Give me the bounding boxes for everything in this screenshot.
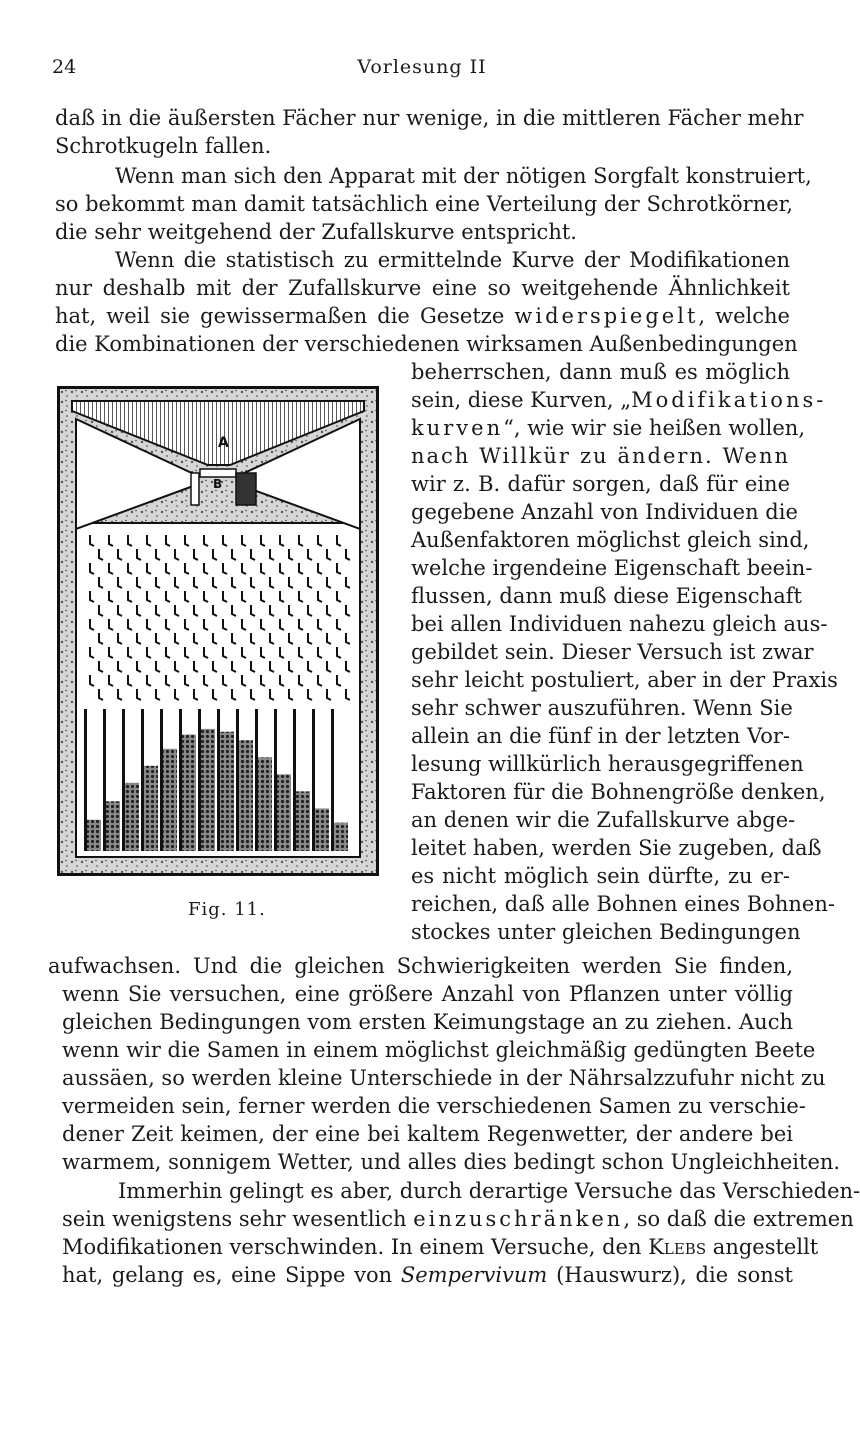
bin-wall — [293, 709, 296, 851]
text-line — [411, 386, 827, 414]
figure-caption: Fig. 11. — [188, 899, 266, 920]
text-line: gegebene Anzahl von Individuen die — [411, 500, 798, 524]
bin-fill — [239, 740, 253, 851]
text-line — [62, 1261, 793, 1289]
text-line: leitet haben, werden Sie zugeben, daß — [411, 836, 822, 860]
text-span: Modifikationen verschwinden. In einem Versuche, den — [62, 1235, 642, 1259]
text-line: die sehr weitgehend der Zufallskurve entspricht. — [55, 220, 577, 244]
bin-fill — [201, 729, 215, 851]
galton-board-illustration — [60, 389, 376, 873]
bin-wall — [255, 709, 258, 851]
bin-fill — [163, 749, 177, 851]
bin-wall — [198, 709, 201, 851]
bin-wall — [103, 709, 106, 851]
text-line: nur deshalb mit der Zufallskurve eine so weitgehende Ähnlichkeit — [55, 276, 790, 300]
text-span: , welche — [698, 304, 790, 328]
text-line: aufwachsen. Und die gleichen Schwierigkeiten werden Sie finden, — [48, 954, 793, 978]
text-line: welche irgendeine Eigenschaft beein- — [411, 556, 813, 580]
text-line: es nicht möglich sein dürfte, zu er- — [411, 864, 790, 888]
bin-wall — [84, 709, 87, 851]
bin-fill — [277, 774, 291, 851]
page-header — [52, 56, 792, 84]
species-name: Sempervivum — [400, 1263, 548, 1287]
text-line: Immerhin gelingt es aber, durch derartige Versuche das Verschieden- — [118, 1179, 860, 1203]
text-line: nach Willkür zu ändern. Wenn — [411, 444, 790, 468]
bin-wall — [217, 709, 220, 851]
text-line: dener Zeit keimen, der eine bei kaltem Regenwetter, der andere bei — [62, 1122, 793, 1146]
bin-wall — [274, 709, 277, 851]
text-span: hat, weil sie gewissermaßen die Gesetze — [55, 304, 505, 328]
text-line: bei allen Individuen nahezu gleich aus- — [411, 612, 828, 636]
bin-wall — [122, 709, 125, 851]
text-span: hat, gelang es, eine Sippe von — [62, 1263, 393, 1287]
bin-fill — [296, 791, 310, 851]
text-line: daß in die äußersten Fächer nur wenige, in die mittleren Fächer mehr — [55, 106, 804, 130]
bin-fill — [87, 820, 101, 851]
text-line: beherrschen, dann muß es möglich — [411, 360, 790, 384]
bin-fill — [220, 732, 234, 851]
text-line: warmem, sonnigem Wetter, und alles dies bedingt schon Ungleichheiten. — [62, 1150, 841, 1174]
text-line: wenn wir die Samen in einem möglichst gleichmäßig gedüngten Beete — [62, 1038, 816, 1062]
figure-galton-board — [57, 386, 379, 876]
bin-fill — [106, 801, 120, 851]
text-line: flussen, dann muß diese Eigenschaft — [411, 584, 802, 608]
running-head: Vorlesung II — [357, 56, 487, 78]
text-line: so bekommt man damit tatsächlich eine Verteilung der Schrotkörner, — [55, 192, 794, 216]
page-number: 24 — [52, 56, 77, 78]
bin-wall — [141, 709, 144, 851]
bin-wall — [331, 709, 334, 851]
text-span: sein wenigstens sehr wesentlich — [62, 1207, 407, 1231]
text-line: lesung willkürlich herausgegriffenen — [411, 752, 804, 776]
text-line: Wenn man sich den Apparat mit der nötigen Sorgfalt konstruiert, — [115, 164, 812, 188]
bin-wall — [179, 709, 182, 851]
text-line: stockes unter gleichen Bedingungen — [411, 920, 801, 944]
text-line: wir z. B. dafür sorgen, daß für eine — [411, 472, 790, 496]
text-line: die Kombinationen der verschiedenen wirksamen Außenbedingungen — [55, 332, 798, 356]
text-line: sehr schwer auszuführen. Wenn Sie — [411, 696, 793, 720]
text-line: aussäen, so werden kleine Unterschiede in der Nährsalzzufuhr nicht zu — [62, 1066, 826, 1090]
bin-fill — [144, 766, 158, 851]
text-span: , so daß die extremen — [623, 1207, 854, 1231]
bin-wall — [312, 709, 315, 851]
bin-wall — [236, 709, 239, 851]
emphasis-text: kurven — [411, 416, 504, 440]
text-line — [62, 1233, 819, 1261]
text-span: angestellt — [712, 1235, 819, 1259]
text-span: (Hauswurz), die sonst — [556, 1263, 793, 1287]
text-line — [55, 302, 790, 330]
figure-label-a: A — [218, 435, 229, 451]
text-line: reichen, daß alle Bohnen eines Bohnen- — [411, 892, 835, 916]
emphasis-text: widerspiegelt — [514, 304, 699, 328]
emphasis-text: einzuschränken — [413, 1207, 624, 1231]
text-line: gleichen Bedingungen vom ersten Keimungstage an zu ziehen. Auch — [62, 1010, 793, 1034]
text-span: sein, diese Kurven, „ — [411, 388, 632, 412]
bin-fill — [182, 735, 196, 851]
text-line: sehr leicht postuliert, aber in der Praxis — [411, 668, 838, 692]
emphasis-text: Modifikations- — [631, 388, 827, 412]
text-line: Faktoren für die Bohnengröße denken, — [411, 780, 826, 804]
text-span: “, wie wir sie heißen wollen, — [503, 416, 805, 440]
text-line: vermeiden sein, ferner werden die verschiedenen Samen zu verschie- — [62, 1094, 806, 1118]
bin-fill — [125, 783, 139, 851]
bin-fill — [315, 808, 329, 851]
bin-fill — [258, 757, 272, 851]
author-name: Klebs — [648, 1235, 707, 1259]
text-line: wenn Sie versuchen, eine größere Anzahl von Pflanzen unter völlig — [62, 982, 793, 1006]
text-line: Schrotkugeln fallen. — [55, 134, 272, 158]
text-line: an denen wir die Zufallskurve abge- — [411, 808, 796, 832]
text-line — [411, 414, 805, 442]
text-line: Wenn die statistisch zu ermittelnde Kurve der Modifikationen — [115, 248, 790, 272]
bin-wall — [160, 709, 163, 851]
text-line: Außenfaktoren möglichst gleich sind, — [411, 528, 810, 552]
text-line: gebildet sein. Dieser Versuch ist zwar — [411, 640, 814, 664]
bin-fill — [334, 823, 348, 851]
figure-label-b: B — [213, 477, 223, 491]
text-line: allein an die fünf in der letzten Vor- — [411, 724, 790, 748]
text-line — [62, 1205, 854, 1233]
